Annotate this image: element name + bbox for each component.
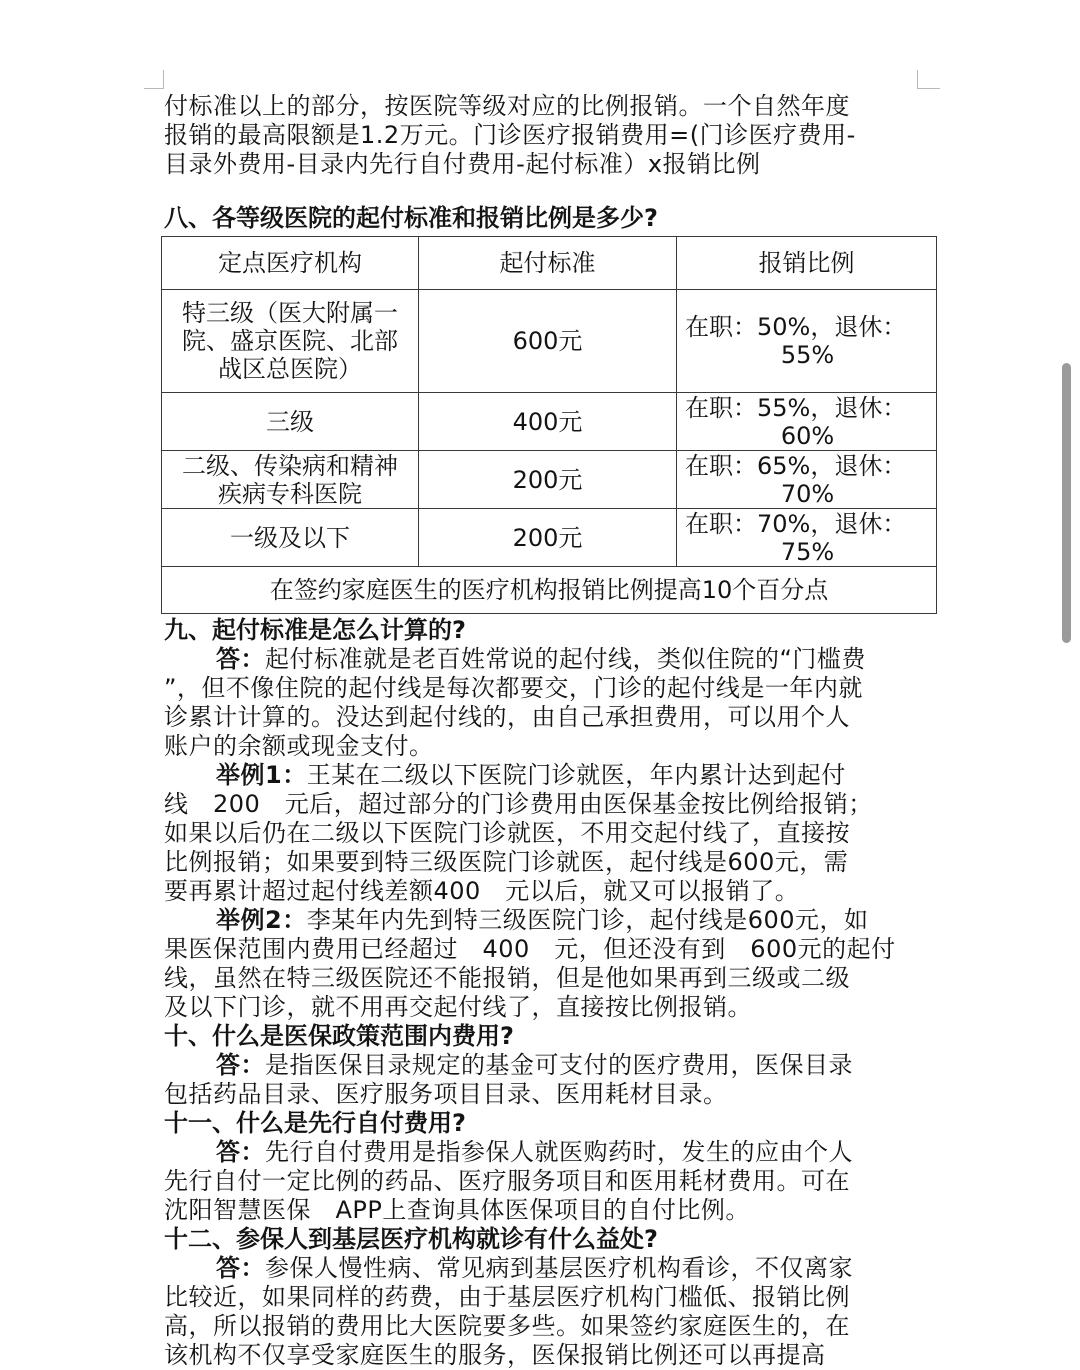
- intro-line: 报销的最高限额是1.2万元。门诊医疗报销费用=(门诊医疗费用-: [164, 121, 856, 149]
- table-header-institution: 定点医疗机构: [162, 237, 419, 290]
- section-8-heading: 八、各等级医院的起付标准和报销比例是多少?: [164, 204, 658, 232]
- answer-line: 诊累计计算的。没达到起付线的，由自己承担费用，可以用个人: [164, 703, 850, 731]
- institution-cell: 二级、传染病和精神 疾病专科医院: [162, 451, 419, 509]
- example-line: 线 200 元后，超过部分的门诊费用由医保基金按比例给报销；: [164, 790, 873, 818]
- answer-line: 答：是指医保目录规定的基金可支付的医疗费用，医保目录: [216, 1051, 853, 1079]
- table-footnote-row: [162, 567, 937, 614]
- section-10-heading: 十、什么是医保政策范围内费用?: [164, 1022, 514, 1050]
- table-footnote: 在签约家庭医生的医疗机构报销比例提高10个百分点: [162, 567, 937, 614]
- institution-cell: 三级: [162, 393, 419, 451]
- answer-line: 包括药品目录、医疗服务项目目录、医用耗材目录。: [164, 1080, 728, 1108]
- institution-cell: 一级及以下: [162, 509, 419, 567]
- intro-line: 付标准以上的部分，按医院等级对应的比例报销。一个自然年度: [164, 92, 850, 120]
- answer-label: 答：: [216, 1051, 265, 1079]
- intro-line: 目录外费用-目录内先行自付费用-起付标准）x报销比例: [164, 150, 761, 178]
- deductible-cell: 400元: [419, 393, 677, 451]
- example-line: 举例2：李某年内先到特三级医院门诊，起付线是600元，如: [216, 906, 869, 934]
- ratio-cell: 在职：55%，退休： 60%: [677, 393, 937, 451]
- section-11-heading: 十一、什么是先行自付费用?: [164, 1109, 466, 1137]
- example-line: 线，虽然在特三级医院还不能报销，但是他如果再到三级或二级: [164, 964, 850, 992]
- intro-paragraph: [164, 92, 920, 179]
- crop-mark-top-left: [144, 88, 164, 89]
- table-row: [162, 290, 937, 393]
- crop-mark-top-left: [163, 70, 164, 89]
- answer-line: 答：起付标准就是老百姓常说的起付线，类似住院的“门槛费: [216, 645, 866, 673]
- answer-label: 答：: [216, 1254, 265, 1282]
- deductible-cell: 200元: [419, 509, 677, 567]
- institution-cell: 特三级（医大附属一 院、盛京医院、北部 战区总医院）: [162, 290, 419, 393]
- ratio-cell: 在职：65%，退休： 70%: [677, 451, 937, 509]
- faq-body: [164, 616, 924, 1370]
- answer-line: 先行自付一定比例的药品、医疗服务项目和医用耗材费用。可在: [164, 1167, 850, 1195]
- example-label: 举例2：: [216, 906, 307, 934]
- answer-line: 该机构不仅享受家庭医生的服务，医保报销比例还可以再提高: [164, 1341, 826, 1369]
- crop-mark-top-right: [918, 88, 940, 89]
- crop-mark-top-right: [917, 70, 918, 89]
- example-label: 举例1：: [216, 761, 307, 789]
- deductible-rate-table: [161, 236, 937, 614]
- example-line: 如果以后仍在二级以下医院门诊就医，不用交起付线了，直接按: [164, 819, 850, 847]
- table-header-ratio: 报销比例: [677, 237, 937, 290]
- answer-label: 答：: [216, 645, 265, 673]
- section-12-heading: 十二、参保人到基层医疗机构就诊有什么益处?: [164, 1225, 658, 1253]
- example-line: 要再累计超过起付线差额400 元以后，就又可以报销了。: [164, 877, 800, 905]
- answer-label: 答：: [216, 1138, 265, 1166]
- answer-line: 账户的余额或现金支付。: [164, 732, 434, 760]
- answer-line: 沈阳智慧医保 APP上查询具体医保项目的自付比例。: [164, 1196, 750, 1224]
- deductible-cell: 600元: [419, 290, 677, 393]
- answer-line: ”，但不像住院的起付线是每次都要交，门诊的起付线是一年内就: [164, 674, 863, 702]
- answer-line: 答：参保人慢性病、常见病到基层医疗机构看诊，不仅离家: [216, 1254, 853, 1282]
- ratio-cell: 在职：70%，退休： 75%: [677, 509, 937, 567]
- example-line: 举例1：王某在二级以下医院门诊就医，年内累计达到起付: [216, 761, 846, 789]
- table-row: [162, 451, 937, 509]
- section-9-heading: 九、起付标准是怎么计算的?: [164, 616, 466, 644]
- table-row: [162, 393, 937, 451]
- deductible-cell: 200元: [419, 451, 677, 509]
- vertical-scrollbar-thumb[interactable]: [1062, 363, 1071, 643]
- answer-line: 高，所以报销的费用比大医院要多些。如果签约家庭医生的，在: [164, 1312, 850, 1340]
- example-line: 及以下门诊，就不用再交起付线了，直接按比例报销。: [164, 993, 752, 1021]
- example-line: 比例报销；如果要到特三级医院门诊就医，起付线是600元，需: [164, 848, 849, 876]
- table-header-deductible: 起付标准: [419, 237, 677, 290]
- table-row: [162, 509, 937, 567]
- ratio-cell: 在职：50%，退休： 55%: [677, 290, 937, 393]
- answer-line: 比较近，如果同样的药费，由于基层医疗机构门槛低、报销比例: [164, 1283, 850, 1311]
- example-line: 果医保范围内费用已经超过 400 元，但还没有到 600元的起付: [164, 935, 896, 963]
- answer-line: 答：先行自付费用是指参保人就医购药时，发生的应由个人: [216, 1138, 853, 1166]
